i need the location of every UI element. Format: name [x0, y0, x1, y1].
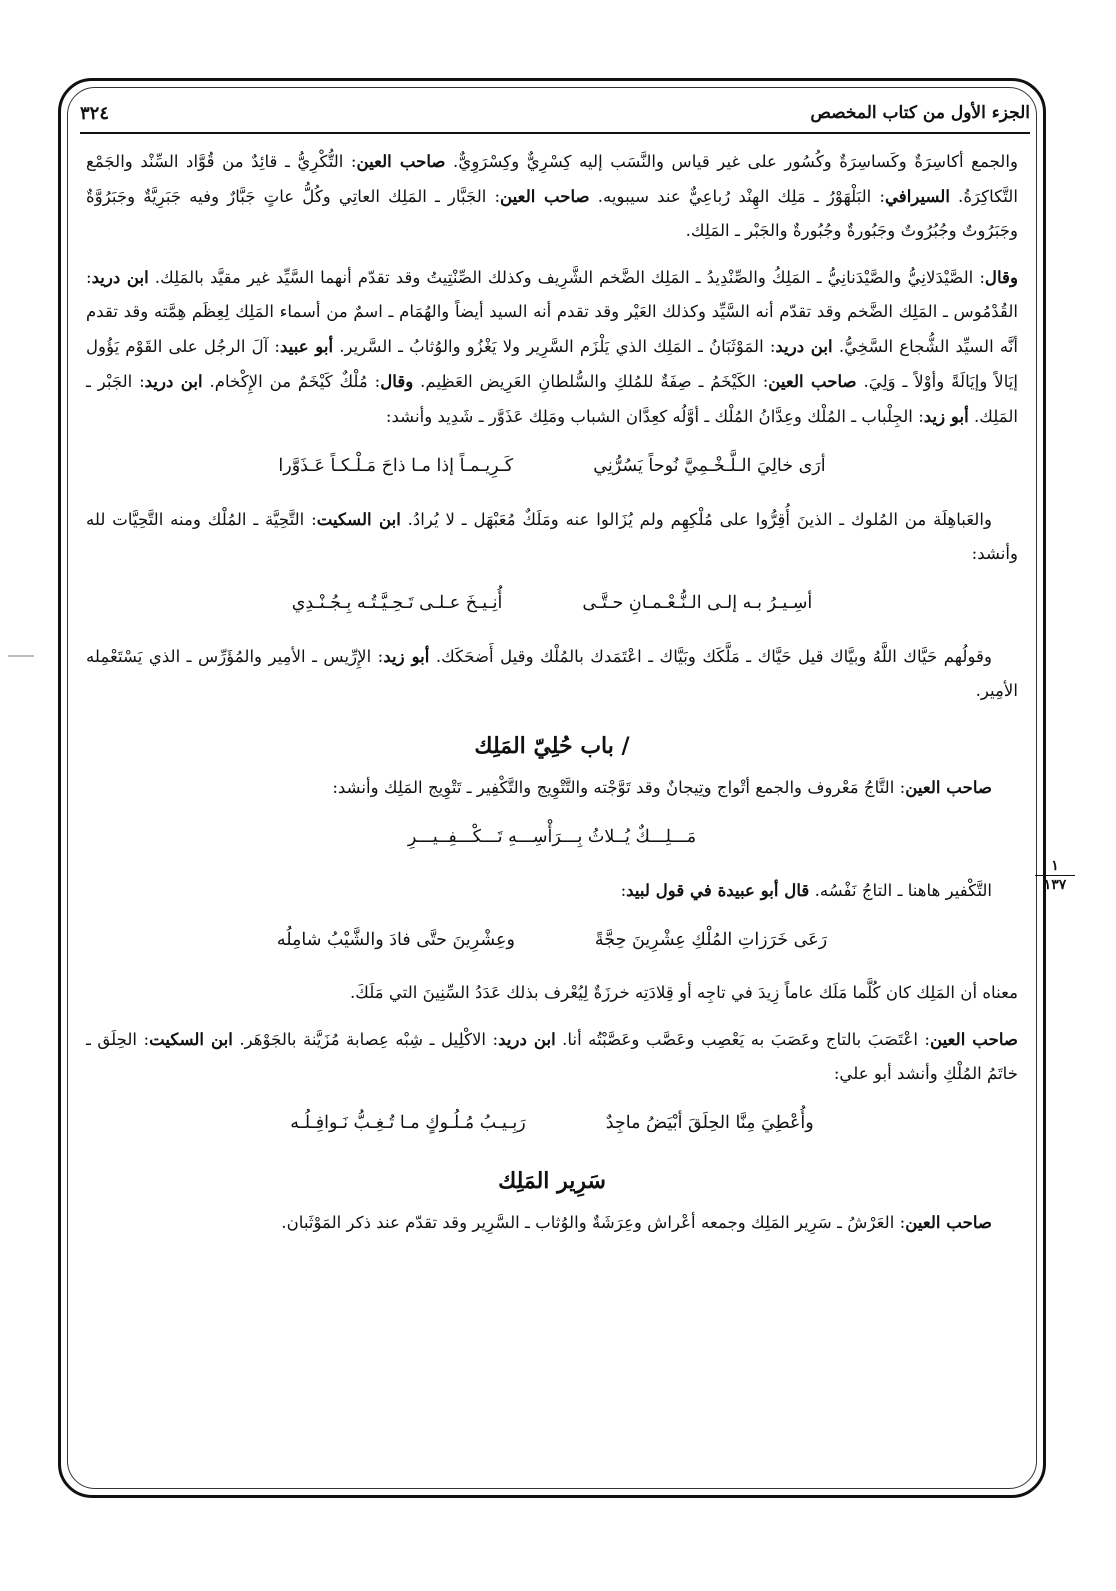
text-run: : الجَبَّار ـ المَلِك العاتِي وكُلُّ عاتٍ جَبَّارٌ وفيه جَبَرِيَّةٌ وجَبَرُوَّةٌ وجَبَرُوتٌ وجُبُرُوتٌ وجَبُورةٌ وجُبُورةٌ والجَبْر ـ المَلِك. [86, 187, 1018, 240]
text-run: والجمع أكاسِرَةٌ وكَساسِرَةٌ وكُسُور على غير قياس والنَّسَب إليه كِسْرِيٌّ وكِسْرَوِيٌّ. [445, 152, 1018, 171]
verse-single: مَـــلِـــكٌ يُــلاثُ بِـــرَأْسِـــهِ تَـــكْـــفِــيـــرِ [407, 827, 697, 847]
paragraph [86, 1205, 1018, 1240]
verse-line [86, 583, 1018, 623]
text-run: : العَرْشُ ـ سَرِير المَلِك وجمعه أعْراش وعِرَشَةٌ والوُثاب ـ السَّرِير وقد تقدّم عند ذكر المَوْثَبان. [281, 1213, 906, 1232]
margin-ref-bottom: ١٣٧ [1043, 877, 1067, 893]
source-name: ابن السكيت [149, 1029, 233, 1049]
paragraph [86, 770, 1018, 805]
section-title: سَرِير المَلِك [498, 1168, 606, 1194]
verse-hemistich-right: رَعَى خَرَزاتِ المُلْكِ عِشْرِينَ حِجَّةً [594, 930, 828, 950]
text-run: التَّكْفير هاهنا ـ التاجُ نَفْسُه. [809, 881, 992, 900]
paragraph [86, 873, 1018, 908]
verse-hemistich-right: أسِـيـرُ بـه إلـى الـنُّـعْـمـانِ حـتَّـى [582, 593, 813, 613]
paragraph [86, 976, 1018, 1010]
margin-ref-top: ١ [1035, 858, 1075, 876]
paragraph [86, 639, 1018, 708]
text-run: وقولُهم حَيَّاك اللَّهُ وبيَّاك قيل حَيَّاك ـ مَلَّكَك وبَيَّاك ـ اعْتَمَدك بالمُلْك وقيل أَضحَكَك. [429, 647, 993, 666]
source-name: أبو زيد [383, 646, 430, 666]
source-name: صاحب العين [930, 1029, 1018, 1049]
source-name: أبو زيد [923, 406, 969, 426]
verse-line [86, 1103, 1018, 1143]
text-run: : اعْتَصَبَ بالتاج وعَصَبَ به يَعْصِب وعَصَّب وعَصَّبْتُه أنا. [555, 1030, 931, 1049]
source-name: ابن السكيت [316, 509, 401, 529]
verse-hemistich-left: أُنِـيـخَ عـلـى تَـحِـيَّـتُـه بِـجُـنْـدِي [291, 593, 503, 613]
page-number: ٣٢٤ [80, 102, 110, 124]
text-run: : مُلْكٌ كَيْخَمٌ من الإِكْخام. [202, 372, 381, 391]
source-name: صاحب العين [500, 186, 590, 206]
section-title: / باب حُلِيّ المَلِك [474, 733, 630, 759]
source-name: أبو عبيد [280, 336, 334, 356]
text-run: : الصَّيْدَلانِيُّ والصَّيْدَنانِيُّ ـ المَلِكُ والصِّنْدِيدُ ـ المَلِك الضَّخم الشَّرِيف وكذلك الصِّنْتِيتُ وقد تقدّم أنهما السَّيِّد غير مقيَّد بالمَلِك. [148, 268, 985, 287]
verse-line [86, 446, 1018, 486]
text-run: : التَّحِيَّة ـ المُلْك ومنه التَّحِيَّات لله وأنشد: [86, 510, 1018, 563]
verse-line [86, 920, 1018, 960]
paragraph [86, 1022, 1018, 1091]
source-name: صاحب العين [356, 151, 446, 171]
verse-hemistich-left: وعِشْرِينَ حتَّى فادَ والشَّيْبُ شامِلُه [276, 930, 515, 950]
paragraph [86, 260, 1018, 434]
text-run: : الجِلْباب ـ المُلْك وعِدَّانُ المُلْك ـ أوَّلُه كعِدَّان الشباب ومَلِك عَذَوَّر ـ شَدِيد وأنشد: [385, 407, 924, 426]
text-run: معناه أن المَلِك كان كُلَّما مَلَك عاماً زِيدَ في تاجِه أو قِلادَتِه خرزَةٌ لِيُعْرف بذلك عَدَدُ السِّنِينَ التي مَلَكَ. [349, 983, 1018, 1002]
text-run: : الحِلَق ـ خاتَمُ المُلْكِ وأنشد أبو علي: [86, 1030, 1018, 1083]
text-run: والعَباهِلَة من المُلوك ـ الذينَ أُقِرُّوا على مُلْكِهِم ولم يُزَالوا عنه ومَلَكٌ مُعَبْهَل ـ لا يُرادُ. [400, 510, 992, 529]
text-run: : التَّاجُ مَعْروف والجمع أتْواج وتِيجانٌ وقد تَوَّجْته والتَّتْوِيج والتَّكْفِير ـ تَتْوِيج المَلِك وأنشد: [332, 778, 906, 797]
source-name: وقال [984, 267, 1018, 287]
text-run: : آلَ الرجُل على القَوْم يَؤُول إيَالاً وإيَالَةً وأوْلاً ـ وَلِيَ. [86, 337, 1018, 391]
source-name: قال أبو عبيدة في قول لبيد [626, 880, 810, 900]
text-run: : التُّكْرِيُّ ـ قائِدٌ من قُوَّاد السِّنْد والجَمْع التَّكاكِرَةُ. [86, 152, 1018, 206]
text-run: : [620, 881, 627, 900]
verse-hemistich-right: أرَى خالِيَ الـلَّـخْـمِيَّ نُوحاً يَسُرُّنِي [593, 456, 826, 476]
page-body [86, 144, 1018, 1252]
source-name: ابن دريد [91, 267, 149, 287]
header-rule [80, 132, 1030, 134]
verse-line [86, 817, 1018, 857]
text-run: : الجَبْر ـ المَلِك. [86, 372, 1018, 426]
paragraph [86, 502, 1018, 571]
text-run: : المَوْثَبَانُ ـ المَلِك الذي يَلْزَم السَّرِير ولا يَغْزُو والوُثابُ ـ السَّرير. [333, 337, 776, 356]
text-run: : البَلْهَوْرُ ـ مَلِك الهِنْد رُباعِيٌّ عند سيبويه. [589, 187, 885, 206]
source-name: صاحب العين [905, 1212, 992, 1232]
book-title: الجزء الأول من كتاب المخصص [810, 103, 1030, 123]
text-run: : الاكْلِيل ـ شِبْه عِصابة مُزَيَّنة بالجَوْهَر. [232, 1030, 499, 1049]
text-run: : الكَيْخَمُ ـ صِفَةٌ للمُلكِ والسُّلطانِ العَرِيض العَظِيم. [413, 372, 769, 391]
scan-mark [8, 655, 34, 657]
verse-hemistich-left: كَـرِيـمـاً إذا مـا ذاحَ مَـلْـكـاً عَـذَوَّرا [278, 456, 514, 476]
source-name: صاحب العين [768, 371, 857, 391]
source-name: صاحب العين [905, 777, 992, 797]
source-name: وقال [380, 371, 414, 391]
source-name: ابن دريد [775, 336, 833, 356]
source-name: ابن دريد [498, 1029, 556, 1049]
running-header [80, 96, 1030, 130]
paragraph [86, 144, 1018, 248]
text-run: : القُدْمُوس ـ المَلِك الضَّخم وقد تقدّم أنه السَّيِّد وكذلك العَيْر وقد تقدم أنه السيد أيضاً والهُمَام ـ اسمٌ من أسماء المَلِك لِعِظَم هِمَّته وقد تقدم أنَّه السيِّد الشُّجاع السَّخِيُّ. [86, 268, 1018, 356]
margin-page-reference [1035, 858, 1075, 893]
verse-hemistich-right: وأُعْطِيَ مِنَّا الحِلَقَ أبْيَضُ ماجِدٌ [605, 1113, 814, 1133]
verse-hemistich-left: رَبِـيـبُ مُـلُـوكٍ مـا تُـغِـبُّ نَـوافِـلُـه [290, 1113, 526, 1133]
text-run: : الإِرِّيس ـ الأمِير والمُؤَرِّس ـ الذي يَسْتَعْمِله الأمِير. [86, 647, 1018, 700]
source-name: السيرافي [884, 186, 950, 206]
source-name: ابن دريد [144, 371, 203, 391]
